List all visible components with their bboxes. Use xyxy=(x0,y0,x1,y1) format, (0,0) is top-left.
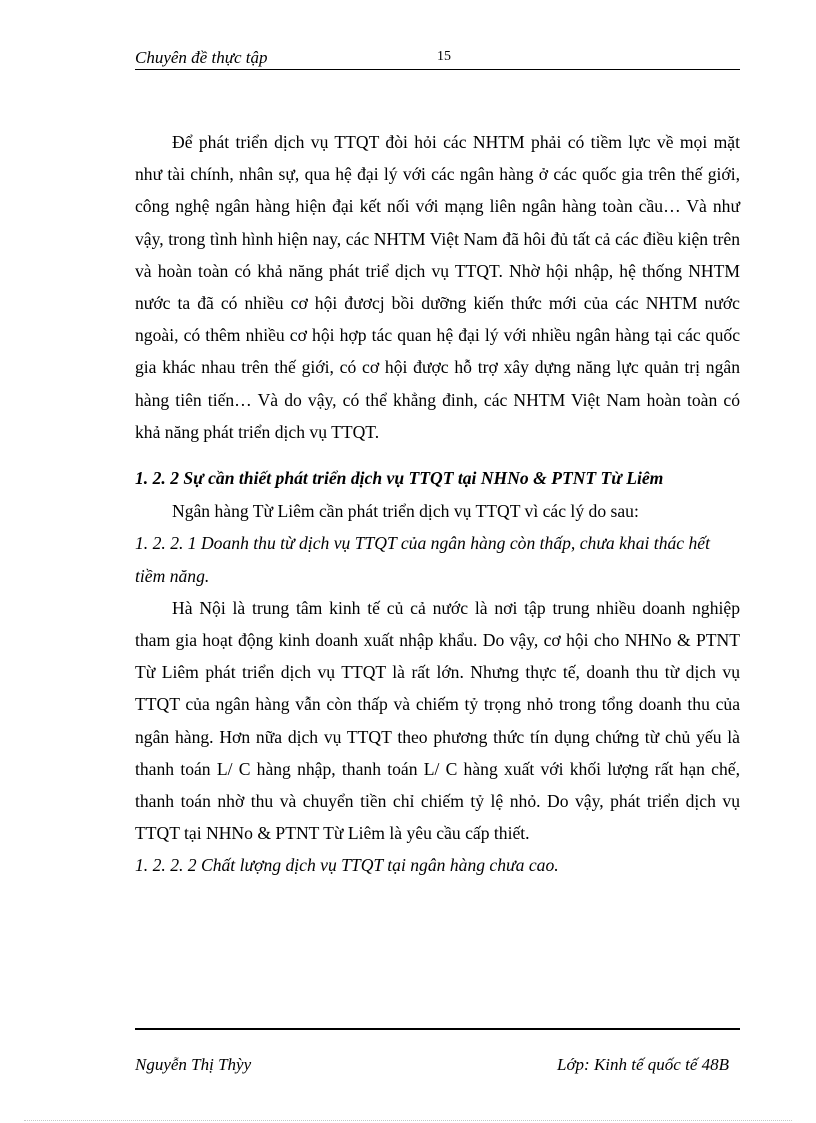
section-heading-1-2-2: 1. 2. 2 Sự cần thiết phát triển dịch vụ TTQT tại NHNo & PTNT Từ Liêm xyxy=(135,468,664,489)
header-divider xyxy=(135,69,740,70)
subsection-heading-1-2-2-1: 1. 2. 2. 1 Doanh thu từ dịch vụ TTQT của ngân hàng còn thấp, chưa khai thác hết tiềm năng. xyxy=(135,533,710,586)
document-body xyxy=(135,126,740,882)
paragraph-tiem-luc: Để phát triển dịch vụ TTQT đòi hỏi các NHTM phải có tiềm lực về mọi mặt như tài chính, nhân sự, qua hệ đại lý với các ngân hàng ở các quốc gia trên thế giới, công nghệ ngân hàng hiện đại kết nối với mạng liên ngân hàng toàn cầu… Và như vậy, trong tình hình hiện nay, các NHTM Việt Nam đã hôi đủ tất cả các điều kiện trên và hoàn toàn có khả năng phát triể dịch vụ TTQT. Nhờ hội nhập, hệ thống NHTM nước ta đã có nhiều cơ hội đươcj bồi dưỡng kiến thức mới của các NHTM nước ngoài, có thêm nhiều cơ hội hợp tác quan hệ đại lý với nhiều ngân hàng tại các quốc gia khác nhau trên thế giới, có cơ hội được hỗ trợ xây dựng năng lực quản trị ngân hàng tiên tiến… Và do vậy, có thể khẳng đinh, các NHTM Việt Nam hoàn toàn có khả năng phát triển dịch vụ TTQT. xyxy=(135,132,740,442)
page-header xyxy=(135,46,740,70)
footer-divider xyxy=(135,1028,740,1030)
footer-author: Nguyễn Thị Thỳy xyxy=(135,1055,252,1074)
page-number: 15 xyxy=(437,49,451,64)
header-title: Chuyên đề thực tập xyxy=(135,48,268,67)
footer-class: Lớp: Kinh tế quốc tế 48B xyxy=(557,1055,729,1074)
intro-sentence: Ngân hàng Từ Liêm cần phát triển dịch vụ TTQT vì các lý do sau: xyxy=(172,501,639,522)
paragraph-ha-noi: Hà Nội là trung tâm kinh tế củ cả nước là nơi tập trung nhiều doanh nghiệp tham gia hoạt động kinh doanh xuất nhập khẩu. Do vậy, cơ hội cho NHNo & PTNT Từ Liêm phát triển dịch vụ TTQT là rất lớn. Nhưng thực tế, doanh thu từ dịch vụ TTQT của ngân hàng vẫn còn thấp và chiếm tỷ trọng nhỏ trong tổng doanh thu của ngân hàng. Hơn nữa dịch vụ TTQT theo phương thức tín dụng chứng từ chủ yếu là thanh toán L/ C hàng nhập, thanh toán L/ C hàng xuất với khối lượng rất hạn chế, thanh toán nhờ thu và chuyển tiền chỉ chiếm tỷ lệ nhỏ. Do vậy, phát triển dịch vụ TTQT tại NHNo & PTNT Từ Liêm là yêu cầu cấp thiết. xyxy=(135,597,740,844)
subsection-heading-1-2-2-2: 1. 2. 2. 2 Chất lượng dịch vụ TTQT tại ngân hàng chưa cao. xyxy=(135,855,559,876)
page-bottom-edge xyxy=(24,1120,792,1121)
